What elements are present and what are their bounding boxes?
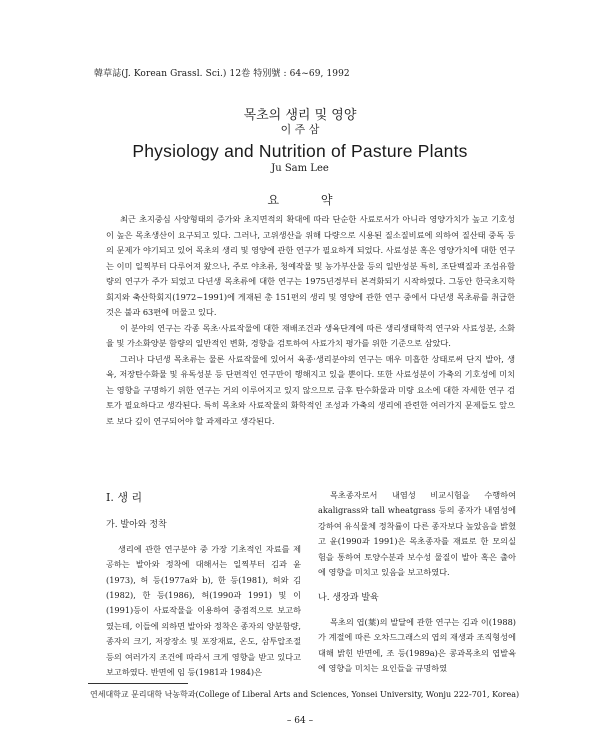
section-title: I. 생 리: [106, 491, 143, 504]
korean-title: 목초의 생리 및 영양: [243, 108, 357, 123]
abstract-paragraph: 최근 초지중심 사양형태의 증가와 초지면적의 확대에 따라 단순한 사료로서가 아니라 영양가치가 높고 기호성이 높은 목초생산이 요구되고 있다. 그러나, 고위생산을 위해 다량으로 시용된 질소질비료에 의하여 질산태 중독 등의 문제가 야기되고 있어 목초의 생리 및 영양에 관한 연구가 필요하게 되었다. 사료성분 혹은 영양가치에 대한 연구는 이미 일찍부터 다루어져 왔으나, 주로 야초류, 청예작물 및 농가부산물 등의 일반성분 특히, 조단백질과 조섬유함량의 연구가 주가 되었고 다년생 목초류에 대한 연구는 1975년경부터 본격화되기 시작하였다. 그동안 한국초지학회지와 축산학회지(1972~1991)에 게재된 총 151편의 생리 및 영양에 관한 연구 중에서 다년생 목초류를 취급한 것은 불과 63편에 머물고 있다.: [106, 214, 515, 317]
journal-citation: 韓草誌(J. Korean Grassl. Sci.) 12卷 特別號 : 64~69, 1992: [94, 69, 350, 79]
body-paragraph: 목초종자로서 내염성 비교시험을 수행하여 akaligrass와 tall wheatgrass 등의 종자가 내염성에 강하여 유식물체 정착률이 다른 종자보다 높았음을 밝혔고 윤(1990과 1991)은 목초종자를 재료로 한 모의실험을 통하여 토양수분과 보수성 물질이 발아 혹은 출아에 영향을 미치고 있음을 보고하였다.: [318, 490, 516, 578]
subsection-title: 가. 발아와 정착: [106, 520, 167, 531]
english-title: Physiology and Nutrition of Pasture Plants: [132, 141, 468, 161]
abstract-paragraph: 그러나 다년생 목초류는 물론 사료작물에 있어서 육종·생리분야의 연구는 매우 미흡한 상태로써 단지 발아, 생육, 저장탄수화물 및 유독성분 등 단편적인 연구만이 행해지고 있을 뿐이다. 또한 사료성분이 가축의 기호성에 미치는 영향을 구명하기 위한 연구는 거의 이루어지고 있지 않으므로 금후 탄수화물과 미량 요소에 대한 자세한 연구 검토가 필요하다고 생각된다. 특히 목초와 사료작물의 화학적인 조성과 가축의 생리에 관련한 여러가지 문제들도 앞으로 보다 깊이 연구되어야 할 과제라고 생각된다.: [106, 353, 515, 426]
abstract-paragraph: 이 분야의 연구는 각종 목초·사료작물에 대한 재배조건과 생육단계에 따른 생리생태학적 연구와 사료성분, 소화율 및 가소화양분 함량의 일반적인 변화, 경향을 검토하여 사료가치 평가를 위한 기준으로 삼았다.: [106, 322, 515, 348]
body-paragraph: 목초의 엽(葉)의 발달에 관한 연구는 김과 이(1988)가 계절에 따른 오차드그래스의 엽의 재생과 조직형성에 대해 밝힌 반면에, 조 등(1989a)은 콩과목초의 엽발육에 영향을 미치는 요인들을 규명하였: [318, 616, 516, 674]
korean-author: 이 주 삼: [280, 123, 320, 136]
right-column: [318, 488, 516, 676]
abstract-heading: 요 약: [267, 193, 333, 207]
left-column: [106, 490, 301, 680]
subsection-title: 나. 생장과 발육: [318, 593, 379, 604]
page-number: – 64 –: [286, 716, 314, 726]
body-paragraph: 생리에 관한 연구분야 중 가장 기초적인 자료를 제공하는 발아와 정착에 대해서는 일찍부터 김과 윤(1973), 허 등(1977a와 b), 한 등(1981), 허와 김(1982), 한 등(1986), 허(1990과 1991) 및 이(1991)등이 사료작물을 이용하여 중점적으로 보고하였는데, 이들에 의하면 발아와 정착은 종자의 양분함량, 종자의 크기, 저장장소 및 포장재료, 온도, 삼투압조절 등의 여러가지 조건에 따라서 크게 영향을 받고 있다고 보고하였다. 반면에 임 등(1981과 1984)은: [106, 543, 301, 678]
abstract-body: [106, 212, 515, 429]
english-author: Ju Sam Lee: [271, 163, 329, 174]
author-affiliation: 연세대학교 문리대학 낙농학과(College of Liberal Arts and Sciences, Yonsei University, Wonju 222-701, Korea): [90, 690, 520, 699]
footnote-divider: [88, 683, 188, 684]
